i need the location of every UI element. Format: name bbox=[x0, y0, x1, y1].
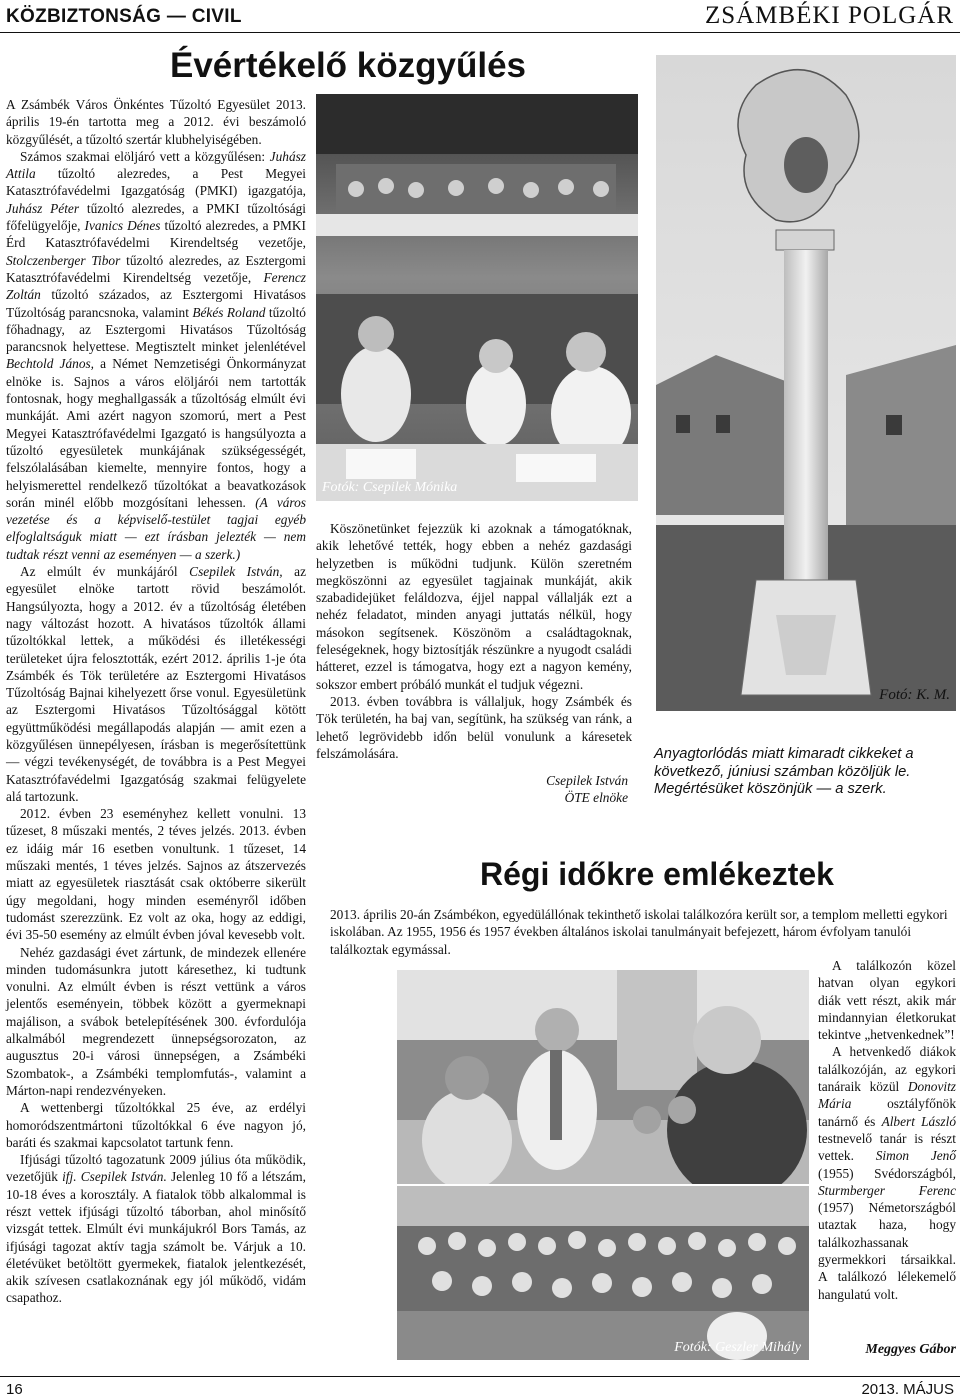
editorial-note: Anyagtorlódás miatt kimaradt cikkeket a következő, júniusi számban közöljük le. Megértésüket köszönjük — a szerk. bbox=[654, 746, 914, 797]
meeting-photo-image bbox=[316, 94, 638, 501]
article-2-column bbox=[818, 957, 956, 1303]
article-title-2: Régi időkre emlékeztek bbox=[480, 856, 834, 892]
report-paragraph: Az elmúlt év munkájáról Csepilek István, az egyesület elnöke tartott rövid beszámolót. Hangsúlyozta, hogy a 2012. év a tűzoltóság életében nagy változást hozott. A hivatásos tűzoltók állami tűzoltókkal lettek, a működési és illetékességi területeket újra felosztották, ezért 2012. április 1-je óta Zsámbék és Tök területére az Esztergomi Hivatásos Tűzoltóság Bajnai kihelyezett őrse vonul. Egyesületünk az Esztergomi Hivatásos Tűzoltósággal kötött együttműködési megállapodás alapján — amit ezen a közgyűlésen ünnepélyesen, írásban is megerősítettünk — végzi tevékenységét, de továbbra is a Pest Megyei Katasztrófavédelmi Igazgatóság szakmai felügyelete alá tartozunk. bbox=[6, 564, 306, 804]
reunion-photo-classroom bbox=[397, 970, 809, 1184]
youth-paragraph: Ifjúsági tűzoltó tagozatunk 2009 július óta működik, vezetőjük ifj. Csepilek István. Jelenleg 10 fő a létszám, 10-18 éves a korosztály. A fiatalok több alkalommal is részt vettek ifjúsági tűzoltó táborban, ahol minősítő vizsgát tettek. Elmúlt évi munkájukról Bors Tamás, az ifjúsági tagozat aktív tagja számolt be. Várjuk a 10. életévüket betöltött gyermekek, fiatalok jelentkezését, akik szívesen csatlakoznának egy jól működő, vidám csapathoz. bbox=[6, 1152, 306, 1306]
intro-paragraph: A Zsámbék Város Önkéntes Tűzoltó Egyesület 2013. április 19-én tartotta meg a 2012. évi beszámoló közgyűlését, a tűzoltó szertár klubhelyiségében. bbox=[6, 97, 306, 147]
article-title-1: Évértékelő közgyűlés bbox=[170, 46, 526, 85]
partners-paragraph: A wettenbergi tűzoltókkal 25 éve, az erdélyi homoródszentmártoni tűzoltókkal 6 éve nagyon jó, baráti és szakmai kapcsolatot tartunk fenn. bbox=[6, 1100, 306, 1150]
signature-title: ÖTE elnöke bbox=[564, 790, 628, 806]
reunion-photo-group-image bbox=[397, 1186, 809, 1360]
thanks-column bbox=[316, 520, 632, 807]
header-rule bbox=[0, 32, 960, 33]
meeting-photo bbox=[316, 94, 638, 501]
thanks-paragraph: Köszönetünket fejezzük ki azoknak a támogatóknak, akik lehetővé tették, hogy ebben a nehéz gazdasági helyzetben is működni tudjunk. Külön szeretném megköszönni az egyesület tagjainak munkáját, akik szabadidejüket feláldozva, éjjel nappal vállalják ezt a nehéz feladatot, minden anyagi juttatás nélkül, hogy másokon segítsenek. Köszönöm a családtagoknak, feleségeknek, hogy biztosítják részünkre a nyugodt családi hátteret, ezzel is támogatva, hogy ezt a nagyon kemény, sokszor embert próbáló munkát el tudjuk végezni. bbox=[316, 521, 632, 692]
meeting-photo-credit: Fotók: Csepilek Mónika bbox=[322, 480, 458, 495]
section-heading: KÖZBIZTONSÁG — CIVIL bbox=[6, 6, 242, 27]
statue-photo-credit: Fotó: K. M. bbox=[879, 687, 950, 703]
statue-photo bbox=[656, 55, 956, 711]
footer-rule bbox=[0, 1376, 960, 1377]
reunion-paragraph-1: A találkozón közel hatvan olyan egykori diák vett részt, akik már mindannyian életkorukat tekintve „hetvenkednek”! bbox=[818, 958, 956, 1043]
commitment-paragraph: 2013. évben továbbra is vállaljuk, hogy Zsámbék és Tök területén, ha baj van, segítünk, ha szükség van ránk, a lehető legrövidebb időn belül vonulunk a káresetek felszámolására. bbox=[316, 693, 632, 761]
statistics-paragraph: 2012. évben 23 eseményhez kellett vonulni. 13 tűzeset, 8 műszaki mentés, 2 téves jelzés. 2013. évben ez idáig már 16 esetben vonultunk. 1 tűzeset, 14 műszaki mentés, 1 téves jelzés. Sajnos az átszervezés miatt az egyesületek riasztását csak októberre sikerült úgy megoldani, hogy minden eseményről időben tudomást szerezzünk. Ez volt az oka, hogy az eddigi, évi 35-50 esemény az elmúlt évben jóval kevesebb volt. bbox=[6, 806, 306, 943]
signature-name: Csepilek István bbox=[546, 773, 628, 789]
article-2-author: Meggyes Gábor bbox=[865, 1342, 956, 1357]
reunion-photo-credit: Fotók: Geszler Mihály bbox=[674, 1340, 801, 1355]
reunion-photo-classroom-image bbox=[397, 970, 809, 1184]
article-1-column bbox=[6, 96, 306, 1307]
events-paragraph: Nehéz gazdasági évet zártunk, de mindezek ellenére minden tudomásunkra jutott káresethez, ki tudtunk vonulni. Az elmúlt évben is részt vettünk a város jelentős eseményein, többek között a gyermeknapi majálison, a svábok betelepítésének 300. évfordulója alkalmából megrendezett ünnepségsorozaton, az augusztus 20-i városi ünnepségen, a Zsámbéki Szombatok-, a Zsámbéki templomfutás-, valamint a Márton-napi rendezvényeken. bbox=[6, 944, 306, 1098]
issue-date: 2013. MÁJUS bbox=[861, 1381, 954, 1398]
reunion-paragraph-2: A hetvenkedő diákok találkozóján, az egykori tanáraik közül Donovitz Mária osztályfőnök tanárnő és Albert László testnevelő tanár is részt vettek. Simon Jenő (1955) Svédországból, Sturmberger Ferenc (1957) Németországból utaztak haza, hogy találkozhassanak gyermekkori társaikkal. A találkozó lélekemelő hangulatú volt. bbox=[818, 1044, 957, 1302]
officials-paragraph: Számos szakmai elöljáró vett a közgyűlésen: Juhász Attila tűzoltó alezredes, a Pest Megyei Katasztrófavédelmi Igazgatóság (PMKI) igazgatója, Juhász Péter tűzoltó alezredes, a PMKI tűzoltósági főfelügyelője, Ivanics Dénes tűzoltó alezredes, a PMKI Érd Katasztrófavédelmi Kirendeltség vezetője, Stolczenberger Tibor tűzoltó alezredes, az Esztergomi Katasztrófavédelmi Kirendeltség vezetője, Ferencz Zoltán tűzoltó százados, az Esztergomi Hivatásos Tűzoltóság parancsnoka, valamint Békés Roland tűzoltó főhadnagy, az Esztergomi Hivatásos Tűzoltóság parancsnok helyettese. Megtisztelt minket jelenlétével Bechtold János, a Német Nemzetiségi Önkormányzat elnöke is. Sajnos a város elöljárói nem tartották fontosnak, hogy meghallgassák a tűzoltóság elmúlt évi munkáját. Ami azért nagyon szomorú, mert a Pest Megyei Katasztrófavédelmi Igazgató is hangsúlyozta a tűzoltó egyesületek munkájának szükségességét, felszólalásában kiemelte, mennyire fontos, hogy a helyismerettel rendelkező tűzoltókat a beavatkozások során minél előbb mozgósítani lehessen. (A város vezetése és a képviselő-testület tagjai egyéb elfoglaltságuk miatt — ezt írásban jelezték — nem tudtak részt venni az eseményen — a szerk.) bbox=[6, 148, 307, 562]
article-2-lead: 2013. április 20-án Zsámbékon, egyedülállónak tekinthető iskolai találkozóra került sor, a templom melletti egykori iskolában. Az 1955, 1956 és 1957 években általános iskolai tanulmányait befejezett, három évfolyam tanulói találkoztak egymással. bbox=[330, 907, 948, 957]
newspaper-name: ZSÁMBÉKI POLGÁR bbox=[704, 2, 954, 29]
page-number: 16 bbox=[6, 1381, 23, 1398]
reunion-photo-group bbox=[397, 1186, 809, 1360]
signature-block bbox=[316, 772, 632, 807]
statue-photo-image bbox=[656, 55, 956, 711]
